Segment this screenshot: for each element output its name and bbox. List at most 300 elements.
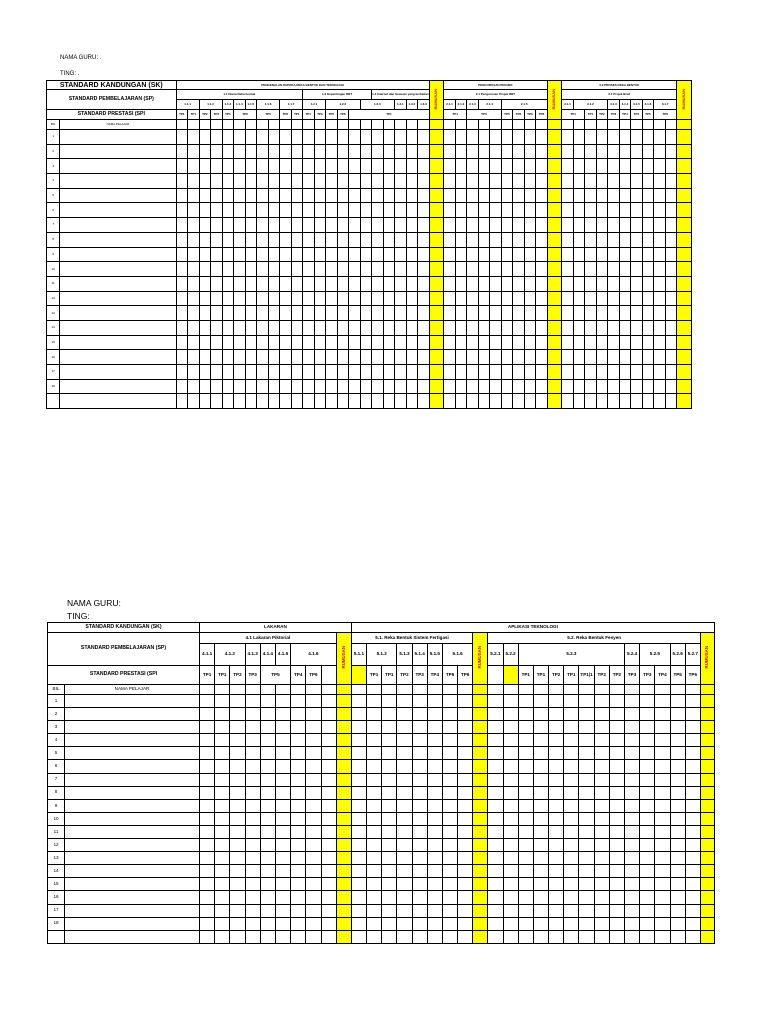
- grade-cell[interactable]: [336, 747, 351, 760]
- grade-cell[interactable]: [458, 786, 473, 799]
- grade-cell[interactable]: [406, 188, 418, 203]
- grade-cell[interactable]: [640, 734, 655, 747]
- grade-cell[interactable]: [351, 852, 366, 865]
- grade-cell[interactable]: [200, 773, 215, 786]
- grade-cell[interactable]: [291, 799, 306, 812]
- grade-cell[interactable]: [513, 291, 525, 306]
- grade-cell[interactable]: [473, 773, 488, 786]
- grade-cell[interactable]: [337, 276, 349, 291]
- grade-cell[interactable]: [608, 379, 620, 394]
- grade-cell[interactable]: [631, 335, 643, 350]
- grade-cell[interactable]: [488, 825, 503, 838]
- grade-cell[interactable]: [291, 306, 303, 321]
- grade-cell[interactable]: [337, 262, 349, 277]
- grade-cell[interactable]: [383, 379, 395, 394]
- grade-cell[interactable]: [585, 159, 597, 174]
- grade-cell[interactable]: [326, 144, 338, 159]
- grade-cell[interactable]: [337, 350, 349, 365]
- grade-cell[interactable]: [536, 130, 548, 145]
- grade-cell[interactable]: [501, 120, 513, 130]
- grade-cell[interactable]: [234, 350, 246, 365]
- grade-cell[interactable]: [564, 891, 579, 904]
- grade-cell[interactable]: [188, 188, 200, 203]
- grade-cell[interactable]: [349, 144, 361, 159]
- grade-cell[interactable]: [395, 394, 407, 409]
- grade-cell[interactable]: [625, 852, 640, 865]
- grade-cell[interactable]: [382, 891, 397, 904]
- grade-cell[interactable]: [222, 174, 234, 189]
- grade-cell[interactable]: [234, 320, 246, 335]
- grade-cell[interactable]: [429, 306, 443, 321]
- grade-cell[interactable]: [685, 747, 700, 760]
- grade-cell[interactable]: [245, 130, 257, 145]
- student-name-cell[interactable]: [60, 276, 176, 291]
- grade-cell[interactable]: [700, 930, 714, 943]
- grade-cell[interactable]: [562, 218, 574, 233]
- grade-cell[interactable]: [321, 734, 336, 747]
- grade-cell[interactable]: [609, 904, 624, 917]
- grade-cell[interactable]: [549, 721, 564, 734]
- grade-cell[interactable]: [455, 120, 467, 130]
- grade-cell[interactable]: [631, 203, 643, 218]
- grade-cell[interactable]: [442, 812, 457, 825]
- grade-cell[interactable]: [467, 120, 479, 130]
- grade-cell[interactable]: [513, 218, 525, 233]
- grade-cell[interactable]: [291, 721, 306, 734]
- grade-cell[interactable]: [427, 865, 442, 878]
- grade-cell[interactable]: [700, 904, 714, 917]
- grade-cell[interactable]: [677, 379, 692, 394]
- grade-cell[interactable]: [665, 335, 677, 350]
- grade-cell[interactable]: [395, 335, 407, 350]
- grade-cell[interactable]: [503, 812, 518, 825]
- grade-cell[interactable]: [215, 904, 230, 917]
- grade-cell[interactable]: [406, 350, 418, 365]
- grade-cell[interactable]: [351, 786, 366, 799]
- grade-cell[interactable]: [234, 394, 246, 409]
- grade-cell[interactable]: [291, 130, 303, 145]
- grade-cell[interactable]: [585, 394, 597, 409]
- grade-cell[interactable]: [513, 120, 525, 130]
- grade-cell[interactable]: [533, 865, 548, 878]
- grade-cell[interactable]: [336, 852, 351, 865]
- grade-cell[interactable]: [619, 335, 631, 350]
- grade-cell[interactable]: [640, 786, 655, 799]
- grade-cell[interactable]: [427, 734, 442, 747]
- grade-cell[interactable]: [280, 174, 292, 189]
- grade-cell[interactable]: [533, 786, 548, 799]
- grade-cell[interactable]: [579, 878, 594, 891]
- grade-cell[interactable]: [631, 232, 643, 247]
- grade-cell[interactable]: [211, 350, 223, 365]
- student-name-cell[interactable]: [60, 291, 176, 306]
- grade-cell[interactable]: [372, 130, 384, 145]
- grade-cell[interactable]: [670, 747, 685, 760]
- grade-cell[interactable]: [490, 174, 502, 189]
- grade-cell[interactable]: [444, 203, 456, 218]
- grade-cell[interactable]: [326, 130, 338, 145]
- grade-cell[interactable]: [367, 904, 382, 917]
- grade-cell[interactable]: [291, 174, 303, 189]
- grade-cell[interactable]: [488, 865, 503, 878]
- grade-cell[interactable]: [326, 291, 338, 306]
- grade-cell[interactable]: [383, 232, 395, 247]
- grade-cell[interactable]: [397, 878, 412, 891]
- grade-cell[interactable]: [488, 695, 503, 708]
- grade-cell[interactable]: [631, 365, 643, 380]
- grade-cell[interactable]: [418, 218, 430, 233]
- grade-cell[interactable]: [372, 276, 384, 291]
- grade-cell[interactable]: [336, 695, 351, 708]
- grade-cell[interactable]: [222, 188, 234, 203]
- student-name-cell[interactable]: [60, 320, 176, 335]
- grade-cell[interactable]: [640, 708, 655, 721]
- grade-cell[interactable]: [188, 247, 200, 262]
- grade-cell[interactable]: [234, 262, 246, 277]
- grade-cell[interactable]: [619, 159, 631, 174]
- grade-cell[interactable]: [631, 174, 643, 189]
- grade-cell[interactable]: [442, 839, 457, 852]
- grade-cell[interactable]: [397, 852, 412, 865]
- grade-cell[interactable]: [427, 760, 442, 773]
- grade-cell[interactable]: [360, 188, 372, 203]
- grade-cell[interactable]: [418, 350, 430, 365]
- grade-cell[interactable]: [685, 852, 700, 865]
- grade-cell[interactable]: [418, 203, 430, 218]
- grade-cell[interactable]: [670, 685, 685, 695]
- grade-cell[interactable]: [579, 825, 594, 838]
- grade-cell[interactable]: [418, 130, 430, 145]
- grade-cell[interactable]: [382, 917, 397, 930]
- grade-cell[interactable]: [608, 350, 620, 365]
- grade-cell[interactable]: [685, 685, 700, 695]
- grade-cell[interactable]: [188, 365, 200, 380]
- grade-cell[interactable]: [677, 218, 692, 233]
- grade-cell[interactable]: [383, 306, 395, 321]
- grade-cell[interactable]: [503, 839, 518, 852]
- grade-cell[interactable]: [579, 904, 594, 917]
- grade-cell[interactable]: [211, 218, 223, 233]
- grade-cell[interactable]: [291, 839, 306, 852]
- grade-cell[interactable]: [585, 218, 597, 233]
- grade-cell[interactable]: [314, 320, 326, 335]
- grade-cell[interactable]: [383, 350, 395, 365]
- grade-cell[interactable]: [654, 120, 666, 130]
- grade-cell[interactable]: [336, 773, 351, 786]
- grade-cell[interactable]: [579, 760, 594, 773]
- grade-cell[interactable]: [488, 891, 503, 904]
- grade-cell[interactable]: [573, 203, 585, 218]
- grade-cell[interactable]: [467, 218, 479, 233]
- grade-cell[interactable]: [303, 365, 315, 380]
- grade-cell[interactable]: [306, 839, 321, 852]
- grade-cell[interactable]: [418, 276, 430, 291]
- grade-cell[interactable]: [372, 291, 384, 306]
- grade-cell[interactable]: [383, 394, 395, 409]
- grade-cell[interactable]: [585, 365, 597, 380]
- grade-cell[interactable]: [619, 365, 631, 380]
- grade-cell[interactable]: [234, 365, 246, 380]
- grade-cell[interactable]: [306, 695, 321, 708]
- grade-cell[interactable]: [642, 203, 654, 218]
- grade-cell[interactable]: [211, 276, 223, 291]
- grade-cell[interactable]: [367, 917, 382, 930]
- grade-cell[interactable]: [349, 291, 361, 306]
- grade-cell[interactable]: [418, 159, 430, 174]
- grade-cell[interactable]: [503, 786, 518, 799]
- grade-cell[interactable]: [268, 232, 280, 247]
- grade-cell[interactable]: [337, 232, 349, 247]
- grade-cell[interactable]: [336, 812, 351, 825]
- grade-cell[interactable]: [215, 760, 230, 773]
- grade-cell[interactable]: [625, 904, 640, 917]
- grade-cell[interactable]: [260, 917, 275, 930]
- grade-cell[interactable]: [406, 232, 418, 247]
- grade-cell[interactable]: [326, 218, 338, 233]
- grade-cell[interactable]: [211, 159, 223, 174]
- grade-cell[interactable]: [336, 878, 351, 891]
- grade-cell[interactable]: [303, 335, 315, 350]
- grade-cell[interactable]: [642, 232, 654, 247]
- grade-cell[interactable]: [211, 247, 223, 262]
- grade-cell[interactable]: [642, 365, 654, 380]
- grade-cell[interactable]: [372, 365, 384, 380]
- grade-cell[interactable]: [397, 891, 412, 904]
- grade-cell[interactable]: [608, 159, 620, 174]
- grade-cell[interactable]: [524, 350, 536, 365]
- grade-cell[interactable]: [280, 350, 292, 365]
- grade-cell[interactable]: [406, 335, 418, 350]
- grade-cell[interactable]: [306, 930, 321, 943]
- grade-cell[interactable]: [518, 878, 533, 891]
- grade-cell[interactable]: [303, 130, 315, 145]
- grade-cell[interactable]: [395, 247, 407, 262]
- grade-cell[interactable]: [518, 904, 533, 917]
- grade-cell[interactable]: [429, 120, 443, 130]
- grade-cell[interactable]: [367, 825, 382, 838]
- grade-cell[interactable]: [337, 379, 349, 394]
- grade-cell[interactable]: [585, 291, 597, 306]
- grade-cell[interactable]: [596, 350, 608, 365]
- grade-cell[interactable]: [533, 878, 548, 891]
- grade-cell[interactable]: [585, 335, 597, 350]
- grade-cell[interactable]: [418, 232, 430, 247]
- grade-cell[interactable]: [176, 379, 188, 394]
- grade-cell[interactable]: [524, 203, 536, 218]
- grade-cell[interactable]: [245, 734, 260, 747]
- grade-cell[interactable]: [524, 365, 536, 380]
- grade-cell[interactable]: [245, 306, 257, 321]
- grade-cell[interactable]: [211, 232, 223, 247]
- grade-cell[interactable]: [549, 786, 564, 799]
- grade-cell[interactable]: [367, 734, 382, 747]
- grade-cell[interactable]: [245, 825, 260, 838]
- grade-cell[interactable]: [665, 350, 677, 365]
- grade-cell[interactable]: [444, 306, 456, 321]
- grade-cell[interactable]: [665, 291, 677, 306]
- grade-cell[interactable]: [562, 262, 574, 277]
- grade-cell[interactable]: [215, 852, 230, 865]
- grade-cell[interactable]: [685, 904, 700, 917]
- grade-cell[interactable]: [665, 203, 677, 218]
- grade-cell[interactable]: [360, 276, 372, 291]
- grade-cell[interactable]: [260, 839, 275, 852]
- grade-cell[interactable]: [321, 852, 336, 865]
- grade-cell[interactable]: [349, 159, 361, 174]
- grade-cell[interactable]: [533, 721, 548, 734]
- grade-cell[interactable]: [245, 891, 260, 904]
- grade-cell[interactable]: [303, 120, 315, 130]
- grade-cell[interactable]: [245, 865, 260, 878]
- grade-cell[interactable]: [609, 773, 624, 786]
- grade-cell[interactable]: [280, 247, 292, 262]
- grade-cell[interactable]: [478, 291, 490, 306]
- grade-cell[interactable]: [395, 144, 407, 159]
- grade-cell[interactable]: [215, 917, 230, 930]
- grade-cell[interactable]: [291, 865, 306, 878]
- grade-cell[interactable]: [455, 276, 467, 291]
- grade-cell[interactable]: [642, 379, 654, 394]
- grade-cell[interactable]: [455, 350, 467, 365]
- grade-cell[interactable]: [642, 120, 654, 130]
- grade-cell[interactable]: [670, 930, 685, 943]
- grade-cell[interactable]: [562, 188, 574, 203]
- grade-cell[interactable]: [700, 852, 714, 865]
- grade-cell[interactable]: [564, 721, 579, 734]
- grade-cell[interactable]: [412, 760, 427, 773]
- grade-cell[interactable]: [291, 930, 306, 943]
- grade-cell[interactable]: [337, 335, 349, 350]
- grade-cell[interactable]: [427, 812, 442, 825]
- grade-cell[interactable]: [260, 760, 275, 773]
- grade-cell[interactable]: [518, 786, 533, 799]
- grade-cell[interactable]: [488, 799, 503, 812]
- grade-cell[interactable]: [406, 130, 418, 145]
- grade-cell[interactable]: [655, 917, 670, 930]
- grade-cell[interactable]: [321, 721, 336, 734]
- grade-cell[interactable]: [608, 174, 620, 189]
- grade-cell[interactable]: [306, 773, 321, 786]
- grade-cell[interactable]: [200, 825, 215, 838]
- grade-cell[interactable]: [395, 365, 407, 380]
- grade-cell[interactable]: [260, 786, 275, 799]
- grade-cell[interactable]: [427, 695, 442, 708]
- grade-cell[interactable]: [549, 734, 564, 747]
- grade-cell[interactable]: [245, 335, 257, 350]
- grade-cell[interactable]: [306, 878, 321, 891]
- grade-cell[interactable]: [211, 262, 223, 277]
- grade-cell[interactable]: [536, 365, 548, 380]
- grade-cell[interactable]: [625, 865, 640, 878]
- grade-cell[interactable]: [677, 262, 692, 277]
- grade-cell[interactable]: [200, 891, 215, 904]
- grade-cell[interactable]: [406, 306, 418, 321]
- grade-cell[interactable]: [245, 247, 257, 262]
- grade-cell[interactable]: [367, 786, 382, 799]
- grade-cell[interactable]: [412, 773, 427, 786]
- grade-cell[interactable]: [609, 760, 624, 773]
- grade-cell[interactable]: [594, 773, 609, 786]
- student-name-cell[interactable]: [65, 825, 200, 838]
- grade-cell[interactable]: [488, 760, 503, 773]
- grade-cell[interactable]: [234, 218, 246, 233]
- grade-cell[interactable]: [490, 218, 502, 233]
- grade-cell[interactable]: [199, 379, 211, 394]
- grade-cell[interactable]: [655, 878, 670, 891]
- grade-cell[interactable]: [383, 365, 395, 380]
- grade-cell[interactable]: [245, 159, 257, 174]
- grade-cell[interactable]: [503, 721, 518, 734]
- grade-cell[interactable]: [513, 262, 525, 277]
- grade-cell[interactable]: [395, 306, 407, 321]
- grade-cell[interactable]: [200, 685, 215, 695]
- grade-cell[interactable]: [230, 799, 245, 812]
- grade-cell[interactable]: [654, 188, 666, 203]
- grade-cell[interactable]: [351, 721, 366, 734]
- grade-cell[interactable]: [490, 320, 502, 335]
- grade-cell[interactable]: [455, 174, 467, 189]
- grade-cell[interactable]: [549, 825, 564, 838]
- grade-cell[interactable]: [573, 247, 585, 262]
- grade-cell[interactable]: [383, 130, 395, 145]
- grade-cell[interactable]: [382, 878, 397, 891]
- grade-cell[interactable]: [280, 188, 292, 203]
- grade-cell[interactable]: [188, 394, 200, 409]
- grade-cell[interactable]: [625, 695, 640, 708]
- grade-cell[interactable]: [654, 144, 666, 159]
- grade-cell[interactable]: [326, 232, 338, 247]
- grade-cell[interactable]: [429, 218, 443, 233]
- grade-cell[interactable]: [260, 708, 275, 721]
- grade-cell[interactable]: [579, 799, 594, 812]
- grade-cell[interactable]: [455, 188, 467, 203]
- grade-cell[interactable]: [314, 394, 326, 409]
- grade-cell[interactable]: [467, 320, 479, 335]
- grade-cell[interactable]: [360, 232, 372, 247]
- grade-cell[interactable]: [642, 335, 654, 350]
- grade-cell[interactable]: [336, 917, 351, 930]
- grade-cell[interactable]: [467, 247, 479, 262]
- grade-cell[interactable]: [326, 306, 338, 321]
- grade-cell[interactable]: [585, 320, 597, 335]
- grade-cell[interactable]: [573, 276, 585, 291]
- grade-cell[interactable]: [547, 291, 561, 306]
- grade-cell[interactable]: [501, 188, 513, 203]
- grade-cell[interactable]: [642, 394, 654, 409]
- grade-cell[interactable]: [513, 350, 525, 365]
- grade-cell[interactable]: [640, 891, 655, 904]
- grade-cell[interactable]: [257, 188, 269, 203]
- grade-cell[interactable]: [200, 786, 215, 799]
- student-name-cell[interactable]: [60, 379, 176, 394]
- grade-cell[interactable]: [260, 812, 275, 825]
- grade-cell[interactable]: [503, 747, 518, 760]
- grade-cell[interactable]: [222, 144, 234, 159]
- grade-cell[interactable]: [372, 203, 384, 218]
- grade-cell[interactable]: [501, 276, 513, 291]
- grade-cell[interactable]: [573, 159, 585, 174]
- grade-cell[interactable]: [321, 812, 336, 825]
- grade-cell[interactable]: [619, 120, 631, 130]
- grade-cell[interactable]: [609, 799, 624, 812]
- grade-cell[interactable]: [573, 365, 585, 380]
- grade-cell[interactable]: [458, 695, 473, 708]
- grade-cell[interactable]: [303, 306, 315, 321]
- grade-cell[interactable]: [406, 144, 418, 159]
- grade-cell[interactable]: [314, 276, 326, 291]
- grade-cell[interactable]: [234, 203, 246, 218]
- grade-cell[interactable]: [473, 760, 488, 773]
